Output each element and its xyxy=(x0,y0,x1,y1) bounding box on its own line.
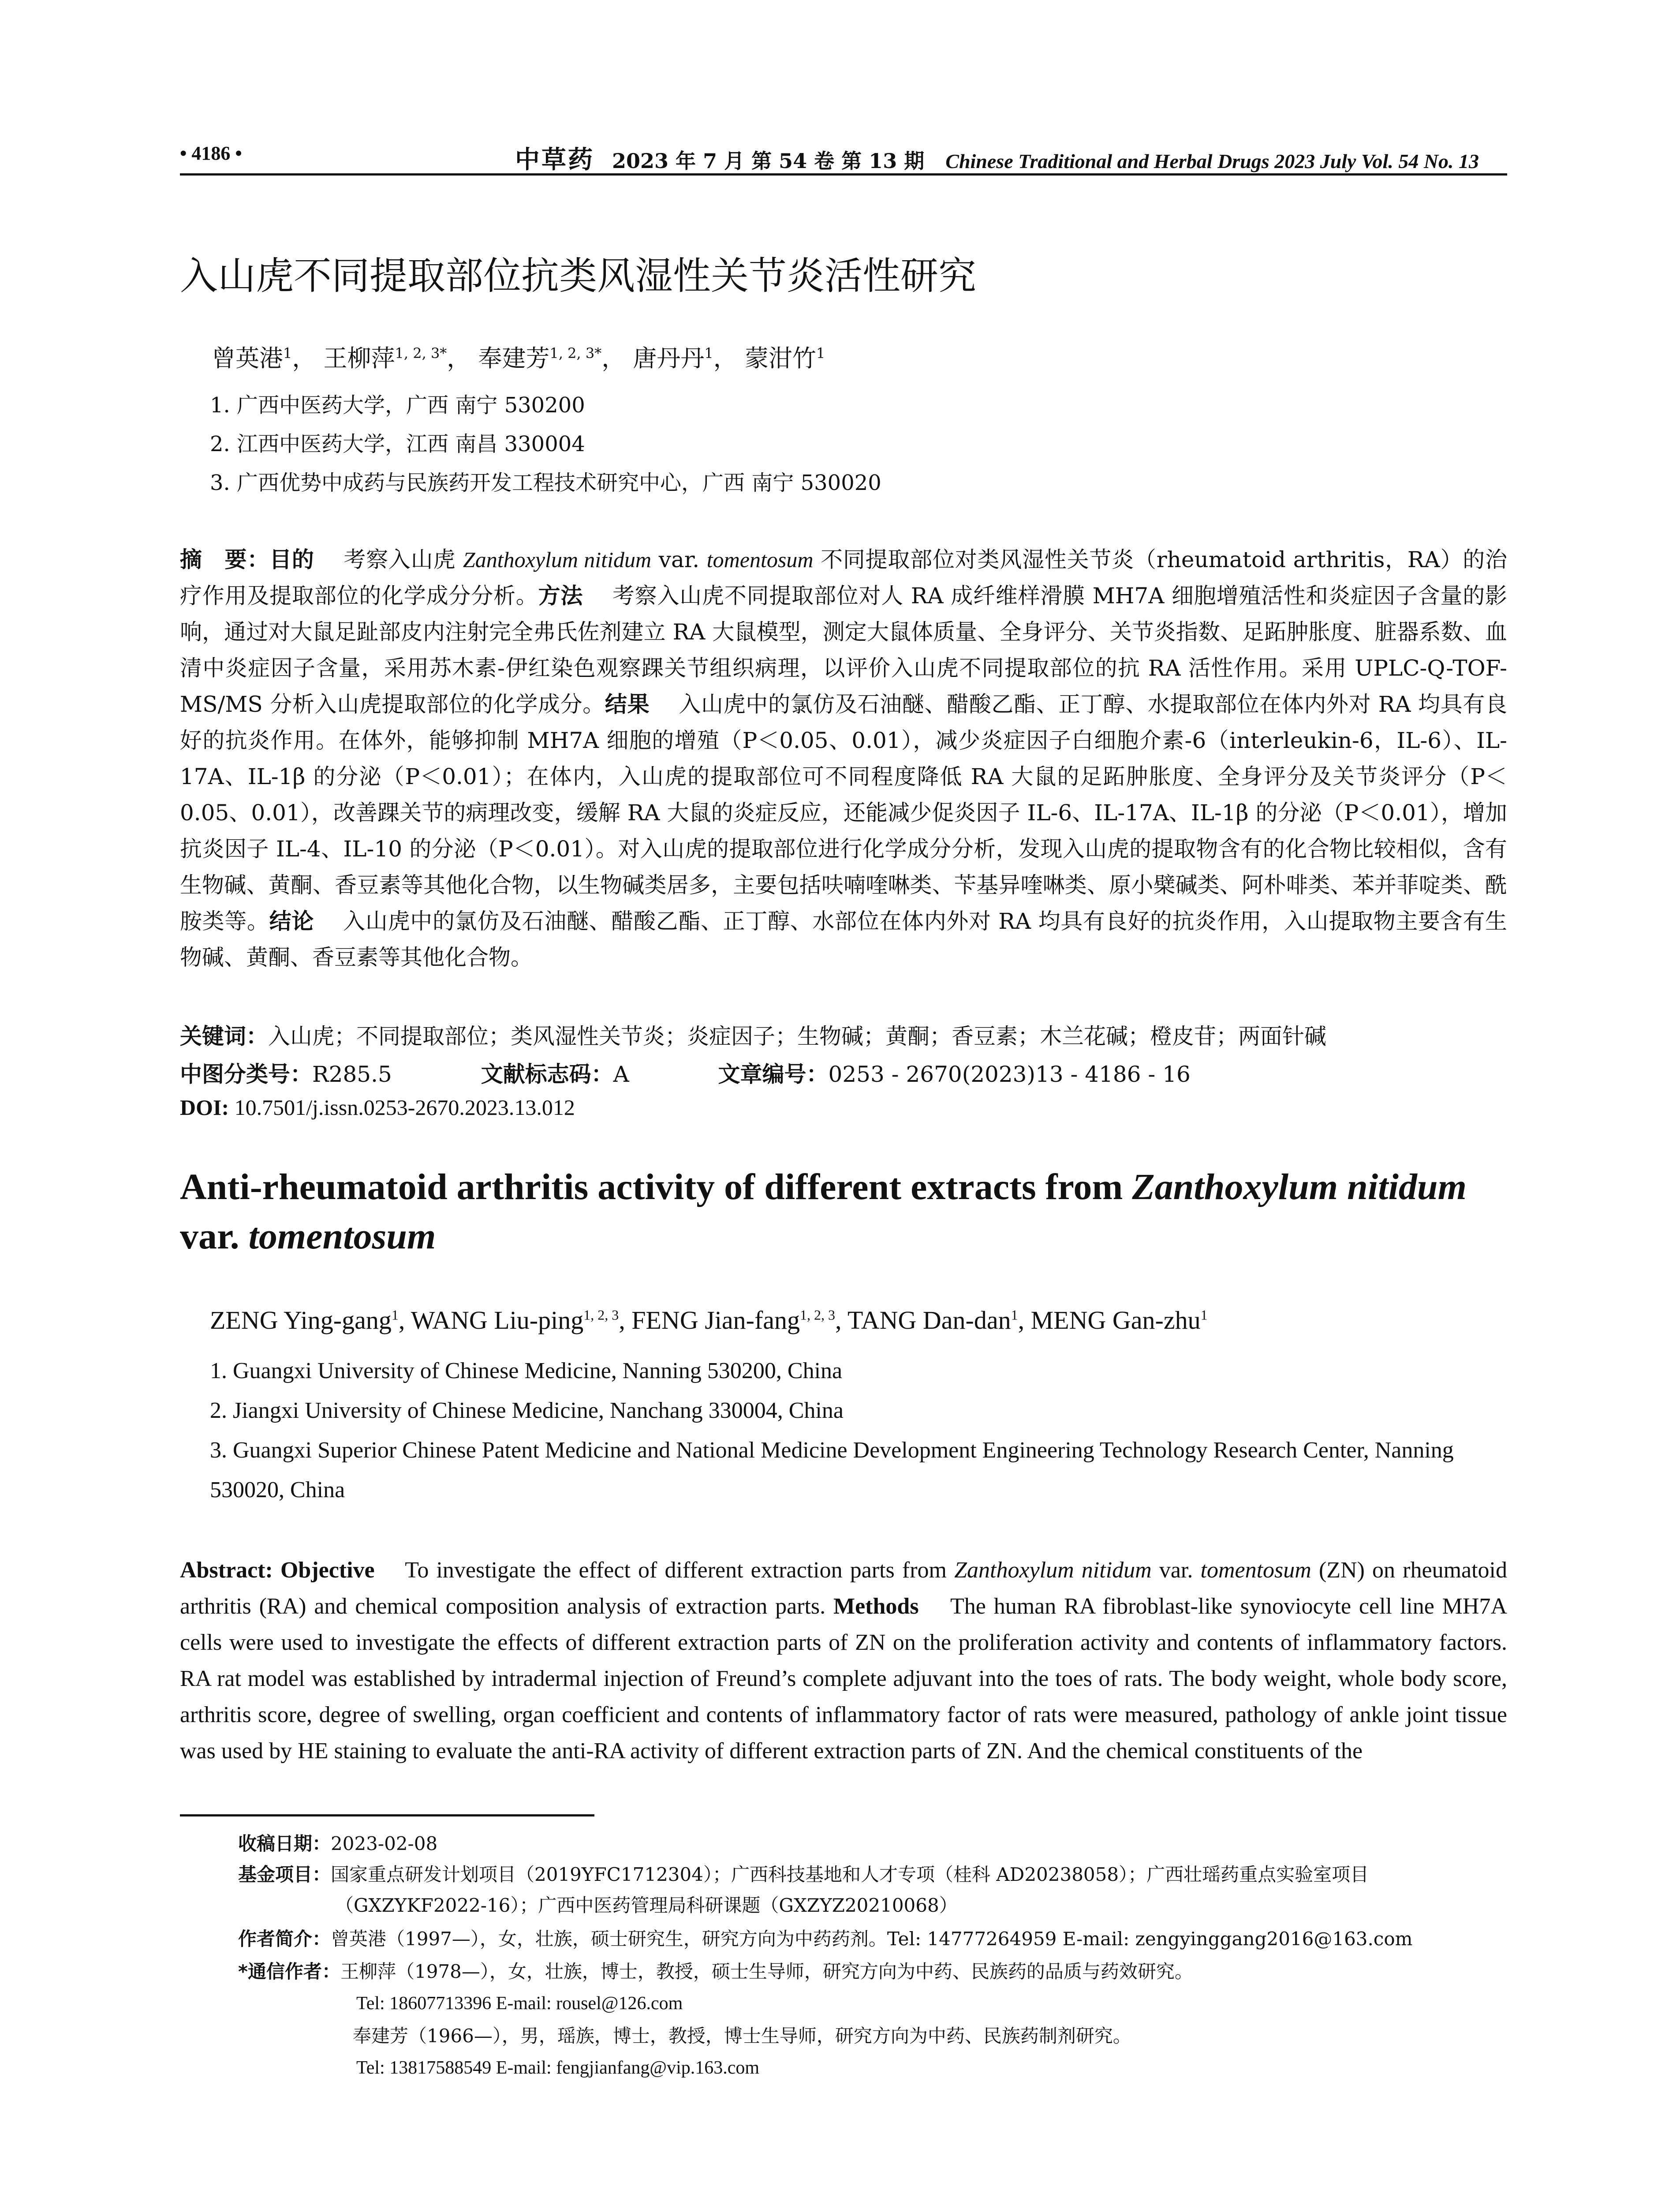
footnote-corr2-contact: Tel: 13817588549 E-mail: fengjianfang@vip.163.com xyxy=(356,2058,760,2078)
methods-label-en: Methods xyxy=(833,1594,919,1619)
methods-label: 方法 xyxy=(538,583,583,609)
chinese-authors: 曾英港$^1$， 王柳萍$^{1, 2, 3*}$， 奉建芳$^{1, 2, 3*}$， 唐丹丹$^1$， 蒙泔竹$^1$ xyxy=(212,344,825,372)
doc-code-label: 文献标志码： xyxy=(481,1061,613,1087)
article-no-label: 文章编号： xyxy=(718,1061,829,1087)
author-affil-sup: 1 xyxy=(816,345,825,362)
author-affil-sup: 1 xyxy=(391,1307,399,1323)
author-affil-sup: 1 xyxy=(704,345,713,362)
chinese-affiliation-2: 2. 江西中医药大学，江西 南昌 330004 xyxy=(210,432,585,456)
footnote-author: 作者简介：曾英港（1997—），女，壮族，硕士研究生，研究方向为中药药剂。Tel: 14777264959 E-mail: zengyinggang2016@163.com xyxy=(238,1928,1413,1950)
doi-value: 10.7501/j.issn.0253-2670.2023.13.012 xyxy=(234,1095,575,1120)
author-name: WANG Liu-ping xyxy=(411,1306,584,1334)
footnote-fund: 基金项目：国家重点研发计划项目（2019YFC1712304）；广西科技基地和人才专项（桂科 AD20238058）；广西壮瑶药重点实验室项目 xyxy=(238,1864,1369,1885)
results-text: 入山虎中的氯仿及石油醚、醋酸乙酯、正丁醇、水提取部位在体内外对 RA 均具有良好的抗炎作用。在体外，能够抑制 MH7A 细胞的增殖（P＜0.05、0.01），减少炎症因子白细胞介素-6（interleukin-6，IL-6）、IL-17A、IL-1β 的分泌（P＜0.01）；在体内，入山虎的提取部位可不同程度降低 RA 大鼠的足跖肿胀度、全身评分及关节炎评分（P＜0.05、0.01），改善踝关节的病理改变，缓解 RA 大鼠的炎症反应，还能减少促炎因子 IL-6、IL-17A、IL-1β 的分泌（P＜0.01），增加抗炎因子 IL-4、IL-10 的分泌（P＜0.01）。对入山虎的提取部位进行化学成分分析，发现入山虎的提取物含有的化合物比较相似，含有生物碱、黄酮、香豆素等其他化合物，以生物碱类居多，主要包括呋喃喹啉类、苄基异喹啉类、原小檗碱类、阿朴啡类、苯并菲啶类、酰胺类等。 xyxy=(180,691,1508,934)
clc-label: 中图分类号： xyxy=(180,1061,312,1087)
classification-line xyxy=(180,1057,1191,1088)
chinese-abstract: 摘 要：目的 考察入山虎 Zanthoxylum nitidum var. tomentosum 不同提取部位对类风湿性关节炎（rheumatoid arthritis，RA）的治疗作用及提取部位的化学成分分析。方法 考察入山虎不同提取部位对人 RA 成纤维样滑膜 MH7A 细胞增殖活性和炎症因子含量的影响，通过对大鼠足趾部皮内注射完全弗氏佐剂建立 RA 大鼠模型，测定大鼠体质量、全身评分、关节炎指数、足跖肿胀度、脏器系数、血清中炎症因子含量，采用苏木素-伊红染色观察踝关节组织病理，以评价入山虎不同提取部位的抗 RA 活性作用。采用 UPLC-Q-TOF-MS/MS 分析入山虎提取部位的化学成分。结果 入山虎中的氯仿及石油醚、醋酸乙酯、正丁醇、水提取部位在体内外对 RA 均具有良好的抗炎作用。在体外，能够抑制 MH7A 细胞的增殖（P＜0.05、0.01），减少炎症因子白细胞介素-6（interleukin-6，IL-6）、IL-17A、IL-1β 的分泌（P＜0.01）；在体内，入山虎的提取部位可不同程度降低 RA 大鼠的足跖肿胀度、全身评分及关节炎评分（P＜0.05、0.01），改善踝关节的病理改变，缓解 RA 大鼠的炎症反应，还能减少促炎因子 IL-6、IL-17A、IL-1β 的分泌（P＜0.01），增加抗炎因子 IL-4、IL-10 的分泌（P＜0.01）。对入山虎的提取部位进行化学成分分析，发现入山虎的提取物含有的化合物比较相似，含有生物碱、黄酮、香豆素等其他化合物，以生物碱类居多，主要包括呋喃喹啉类、苄基异喹啉类、原小檗碱类、阿朴啡类、苯并菲啶类、酰胺类等。结论 入山虎中的氯仿及石油醚、醋酸乙酯、正丁醇、水部位在体内外对 RA 均具有良好的抗炎作用，入山提取物主要含有生物碱、黄酮、香豆素等其他化合物。 xyxy=(180,547,1508,970)
journal-cn: 2023 年 7 月 第 54 卷 第 13 期 xyxy=(612,149,925,173)
article-no: 0253 - 2670(2023)13 - 4186 - 16 xyxy=(828,1061,1191,1087)
conclusion-label: 结论 xyxy=(269,908,314,934)
clc-code: R285.5 xyxy=(312,1061,392,1087)
footnote-rule xyxy=(180,1814,594,1816)
abstract-objective-label: Abstract: Objective xyxy=(180,1558,375,1583)
author-name: 曾英港 xyxy=(212,344,283,372)
conclusion-text: 入山虎中的氯仿及石油醚、醋酸乙酯、正丁醇、水部位在体内外对 RA 均具有良好的抗炎作用，入山提取物主要含有生物碱、黄酮、香豆素等其他化合物。 xyxy=(180,908,1508,970)
journal-en: Chinese Traditional and Herbal Drugs 2023 July Vol. 54 No. 13 xyxy=(945,150,1479,172)
objective-text: 考察入山虎 xyxy=(343,547,463,572)
author-name: 王柳萍 xyxy=(323,344,395,372)
chinese-title: 入山虎不同提取部位抗类风湿性关节炎活性研究 xyxy=(180,254,976,298)
keywords-line xyxy=(180,1019,1326,1050)
doi-line xyxy=(180,1095,575,1120)
english-abstract: Abstract: Objective To investigate the effect of different extraction parts from Zanthoxylum nitidum var. tomentosum (ZN) on rheumatoid arthritis (RA) and chemical composition analysis of extraction parts. Methods The human RA fibroblast-like synoviocyte cell line MH7A cells were used to investigate the effects of different extraction parts of ZN on the proliferation activity and contents of inflammatory factors. RA rat model was established by intradermal injection of Freund’s complete adjuvant into the toes of rats. The body weight, whole body score, arthritis score, degree of swelling, organ coefficient and contents of inflammatory factor of rats were measured, pathology of ankle joint tissue was used by HE staining to evaluate the anti-RA activity of different extraction parts of ZN. And the chemical constituents of the xyxy=(180,1558,1508,1764)
variety-name: tomentosum xyxy=(706,547,814,572)
footnote-corresponding: *通信作者：王柳萍（1978—），女，壮族，博士，教授，硕士生导师，研究方向为中药、民族药的品质与药效研究。 xyxy=(238,1961,1193,1982)
title-species: Zanthoxylum nitidum xyxy=(1132,1166,1467,1207)
chinese-affiliation-3: 3. 广西优势中成药与民族药开发工程技术研究中心，广西 南宁 530020 xyxy=(210,471,881,495)
english-title: Anti-rheumatoid arthritis activity of different extracts from Zanthoxylum nitidum var. tomentosum xyxy=(180,1166,1467,1257)
keywords-label: 关键词： xyxy=(180,1024,268,1049)
footnote-fund-cont: （GXZYKF2022-16）；广西中医药管理局科研课题（GXZYZ20210068） xyxy=(335,1895,958,1916)
english-authors: ZENG Ying-gang$^1$, WANG Liu-ping$^{1, 2, 3}$, FENG Jian-fang$^{1, 2, 3}$, TANG Dan-dan$^1$, MENG Gan-zhu$^1$ xyxy=(210,1306,1208,1334)
english-affiliation-2: 2. Jiangxi University of Chinese Medicine, Nanchang 330004, China xyxy=(210,1398,844,1423)
abstract-label: 摘 要： xyxy=(180,547,270,572)
author-name: MENG Gan-zhu xyxy=(1030,1306,1201,1334)
english-affiliation-3: 3. Guangxi Superior Chinese Patent Medicine and National Medicine Development Engineering Technology Research Center, Nanning 530020, China xyxy=(210,1438,1454,1502)
author-affil-sup: 1 xyxy=(1011,1307,1018,1323)
author-affil-sup: 1 xyxy=(1200,1307,1208,1323)
species-name: Zanthoxylum nitidum xyxy=(463,547,652,572)
keywords: 入山虎；不同提取部位；类风湿性关节炎；炎症因子；生物碱；黄酮；香豆素；木兰花碱；橙皮苷；两面针碱 xyxy=(268,1024,1326,1049)
doi-label: DOI: xyxy=(180,1095,235,1120)
journal-logo: 中草药 xyxy=(515,145,594,174)
journal-citation xyxy=(515,140,1479,176)
chinese-affiliation-1: 1. 广西中医药大学，广西 南宁 530200 xyxy=(210,393,585,418)
footnote-received: 收稿日期：2023-02-08 xyxy=(238,1833,438,1854)
objective-label: 目的 xyxy=(269,547,314,572)
page-number: • 4186 • xyxy=(180,142,242,164)
title-variety: tomentosum xyxy=(248,1216,436,1257)
methods-text: 考察入山虎不同提取部位对人 RA 成纤维样滑膜 MH7A 细胞增殖活性和炎症因子含量的影响，通过对大鼠足趾部皮内注射完全弗氏佐剂建立 RA 大鼠模型，测定大鼠体质量、全身评分、关节炎指数、足跖肿胀度、脏器系数、血清中炎症因子含量，采用苏木素-伊红染色观察踝关节组织病理，以评价入山虎不同提取部位的抗 RA 活性作用。采用 UPLC-Q-TOF-MS/MS 分析入山虎提取部位的化学成分。 xyxy=(180,583,1507,717)
footnote-corr2: 奉建芳（1966—），男，瑶族，博士，教授，博士生导师，研究方向为中药、民族药制剂研究。 xyxy=(353,2025,1131,2047)
author-name: TANG Dan-dan xyxy=(847,1306,1011,1334)
author-name: 唐丹丹 xyxy=(633,344,705,372)
footnote-corr1-contact: Tel: 18607713396 E-mail: rousel@126.com xyxy=(356,1993,683,2014)
doc-code: A xyxy=(613,1061,629,1087)
results-label: 结果 xyxy=(605,691,650,717)
author-affil-sup: 1 xyxy=(283,345,292,362)
author-affil-sup: 1, 2, 3* xyxy=(395,345,447,362)
author-affil-sup: 1, 2, 3* xyxy=(549,345,602,362)
author-name: 蒙泔竹 xyxy=(744,344,816,372)
author-name: ZENG Ying-gang xyxy=(210,1306,392,1334)
author-name: FENG Jian-fang xyxy=(631,1306,800,1334)
author-name: 奉建芳 xyxy=(478,344,550,372)
running-header xyxy=(180,140,1507,176)
author-affil-sup: 1, 2, 3 xyxy=(583,1307,619,1323)
english-affiliation-1: 1. Guangxi University of Chinese Medicine, Nanning 530200, China xyxy=(210,1358,843,1383)
methods-text-en: The human RA fibroblast-like synoviocyte cell line MH7A cells were used to investigate the effects of different extraction parts of ZN on the proliferation activity and contents of inflammatory factors. RA rat model was established by intradermal injection of Freund’s complete adjuvant into the toes of rats. The body weight, whole body score, arthritis score, degree of swelling, organ coefficient and contents of inflammatory factor of rats were measured, pathology of ankle joint tissue was used by HE staining to evaluate the anti-RA activity of different extraction parts of ZN. And the chemical constituents of the xyxy=(180,1594,1508,1764)
author-affil-sup: 1, 2, 3 xyxy=(800,1307,836,1323)
